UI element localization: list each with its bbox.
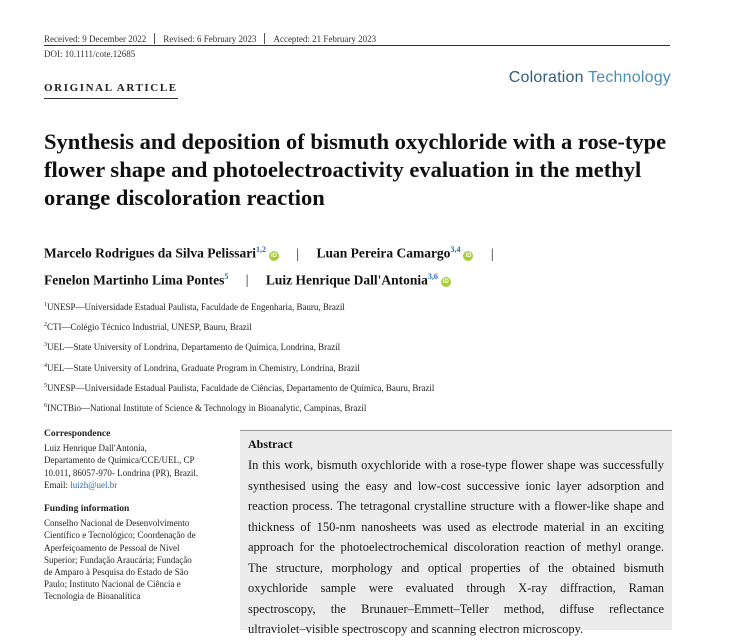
correspondence-email-line (44, 479, 234, 491)
journal-name-word1: Coloration (508, 69, 584, 86)
affiliation-item (44, 336, 434, 356)
accepted-date: Accepted: 21 February 2023 (273, 33, 377, 44)
date-divider (264, 33, 265, 44)
funding-heading: Funding information (44, 504, 130, 515)
affiliation-list (44, 296, 434, 417)
section-label-text: ORIGINAL ARTICLE (44, 82, 178, 94)
funding-line: Tecnologia de Bioanalítica (44, 591, 141, 602)
author-separator: | (296, 245, 300, 261)
author-list (44, 238, 684, 291)
affiliation-text: UNESP—Universidade Estadual Paulista, Faculdade de Ciências, Departamento de Química, Bauru, Brazil (47, 382, 435, 393)
article-title: Synthesis and deposition of bismuth oxychloride with a rose-type flower shape and photoelectroactivity evaluation in the methyl orange discoloration reaction (44, 129, 667, 210)
affiliation-item (44, 397, 434, 417)
author-affil-ref[interactable]: 3,6 (427, 271, 438, 281)
sidebar-info (44, 428, 234, 615)
abstract-box (240, 430, 672, 636)
funding-line: Aperfeiçoamento de Pessoal de Nível (44, 542, 180, 553)
funding-block (44, 503, 234, 603)
author-affil-ref[interactable]: 3,4 (450, 245, 461, 254)
author-affil-ref[interactable]: 5 (224, 271, 229, 281)
author-line (44, 238, 684, 265)
orcid-icon[interactable]: iD (465, 252, 472, 259)
affiliation-item (44, 377, 434, 397)
funding-line: Paulo; Instituto Nacional de Ciência e (44, 579, 181, 590)
author-separator: | (245, 272, 249, 287)
author-name[interactable]: Luiz Henrique Dall'Antonia (265, 272, 428, 287)
author-line (44, 265, 684, 292)
section-label (44, 82, 178, 99)
affiliation-text: UNESP—Universidade Estadual Paulista, Faculdade de Engenharia, Bauru, Brazil (47, 302, 345, 312)
affiliation-text: UEL—State University of Londrina, Departamento de Química, Londrina, Brazil (47, 342, 341, 353)
author-name[interactable]: Luan Pereira Camargo (316, 245, 451, 261)
affiliation-number: 4 (44, 362, 47, 369)
correspondence-line: Luiz Henrique Dall'Antonia, (44, 443, 147, 454)
journal-logo[interactable] (509, 69, 671, 87)
affiliation-text: INCTBio—National Institute of Science & Technology in Bioanalytic, Campinas, Brazil (47, 403, 367, 414)
section-label-underline (44, 98, 178, 99)
received-date: Received: 9 December 2022 (44, 33, 147, 44)
author-affil-ref[interactable]: 1,2 (256, 245, 266, 254)
correspondence-block (44, 428, 234, 491)
correspondence-heading: Correspondence (44, 429, 111, 439)
affiliation-number: 2 (44, 322, 47, 329)
affiliation-item (44, 316, 434, 336)
correspondence-line: Departamento de Química/CCE/UEL, CP (44, 455, 195, 466)
funding-line: Conselho Nacional de Desenvolvimento (44, 518, 190, 529)
affiliation-item (44, 357, 434, 377)
correspondence-line: 10.011, 86057-970- Londrina (PR), Brazil. (44, 467, 199, 478)
date-divider (154, 33, 155, 44)
affiliation-number: 6 (44, 403, 47, 410)
author-name[interactable]: Marcelo Rodrigues da Silva Pelissari (44, 245, 256, 261)
doi[interactable]: DOI: 10.1111/cote.12685 (44, 49, 136, 59)
abstract-text: In this work, bismuth oxychloride with a rose-type flower shape was successfully synthesised using the easy and low-cost successive ionic layer adsorption and reaction process. The tetragonal crystalline structure with a flower-like shape and thickness of 150-nm nanosheets was used as electrode material in an exciting approach for the photoelectrochemical discoloration reaction of methyl orange. The structure, morphology and optical properties of the obtained bismuth oxychloride sample were evaluated through X-ray diffraction, Raman spectroscopy, the Brunauer–Emmett–Teller method, diffuse reflectance ultraviolet–visible spectroscopy and scanning electron microscopy. (248, 458, 664, 636)
affiliation-text: UEL—State University of Londrina, Graduate Program in Chemistry, Londrina, Brazil (47, 362, 360, 373)
affiliation-number: 3 (44, 342, 47, 349)
affiliation-text: CTI—Colégio Técnico Industrial, UNESP, Bauru, Brazil (47, 322, 252, 333)
header-rule (44, 45, 670, 46)
affiliation-number: 1 (44, 302, 47, 308)
author-name[interactable]: Fenelon Martinho Lima Pontes (44, 272, 225, 287)
affiliation-number: 5 (44, 382, 47, 389)
author-separator: | (490, 245, 494, 261)
revised-date: Revised: 6 February 2023 (163, 33, 257, 44)
funding-line: de Amparo à Pesquisa do Estado de São (44, 567, 189, 578)
affiliation-item (44, 296, 434, 316)
funding-line: Superior; Fundação Araucária; Fundação (44, 554, 192, 565)
funding-line: Científico e Tecnológico; Coordenação de (44, 530, 196, 541)
journal-name-word2: Technology (588, 69, 671, 86)
email-link[interactable]: luizh@uel.br (70, 479, 118, 490)
email-label: Email: (44, 479, 71, 490)
orcid-icon[interactable]: iD (271, 252, 277, 259)
article-dates (44, 33, 376, 44)
orcid-icon[interactable]: iD (442, 279, 449, 285)
abstract-heading: Abstract (248, 437, 293, 451)
